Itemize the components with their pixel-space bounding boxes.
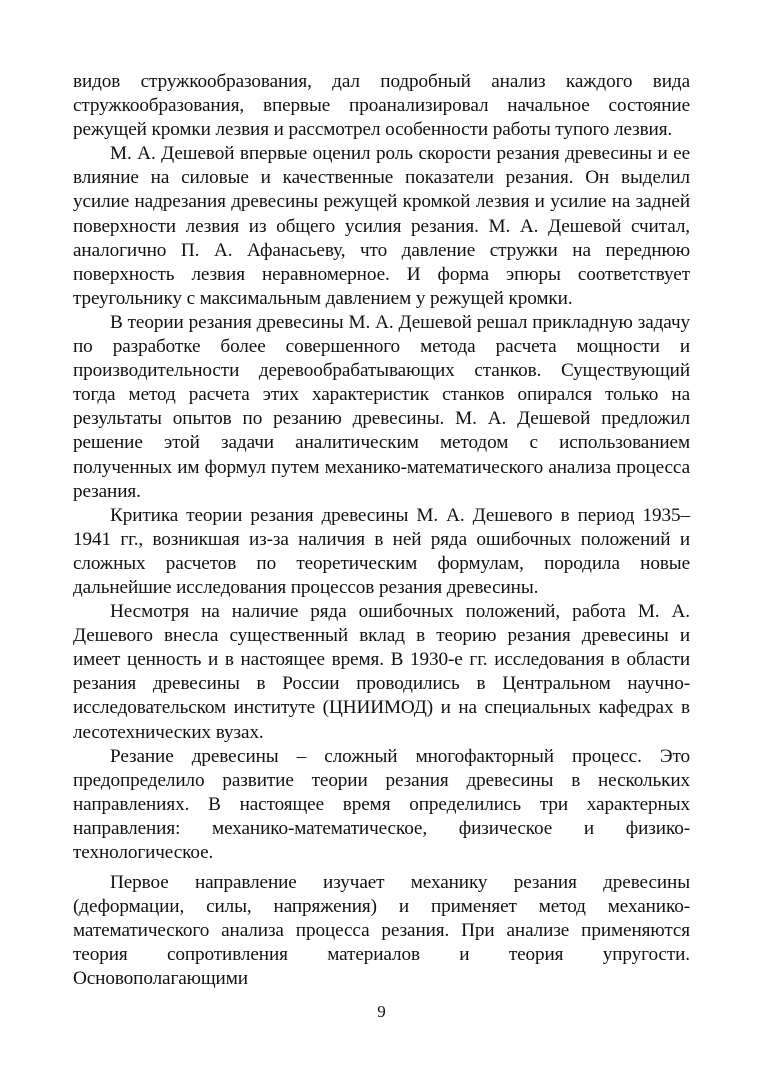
page-number: 9	[377, 1002, 386, 1021]
paragraph-2: М. А. Дешевой впервые оценил роль скорости резания древесины и ее влияние на силовые и качественные показатели резания. Он выделил усилие надрезания древесины режущей кромкой лезвия и усилие на задней поверхности лезвия из общего усилия резания. М. А. Дешевой считал, аналогично П. А. Афанасьеву, что давление стружки на переднюю поверхность лезвия неравномерное. И форма эпюры соответствует треугольнику с максимальным давлением у режущей кромки.	[73, 143, 690, 309]
paragraph-4: Критика теории резания древесины М. А. Дешевого в период 1935–1941 гг., возникшая из-за наличия в ней ряда ошибочных положений и сложных расчетов по теоретическим формулам, породила новые дальнейшие исследования процессов резания древесины.	[73, 504, 690, 598]
paragraph-6: Резание древесины – сложный многофакторный процесс. Это предопределило развитие теории резания древесины в нескольких направлениях. В настоящее время определились три характерных направления: механико-математическое, физическое и физико-технологическое.	[73, 745, 690, 863]
paragraph-7: Первое направление изучает механику резания древесины (деформации, силы, напряжения) и применяет метод механико-математического анализа процесса резания. При анализе применяются теория сопротивления материалов и теория упругости. Основополагающими	[73, 872, 690, 990]
paragraph-3: В теории резания древесины М. А. Дешевой решал прикладную задачу по разработке более совершенного метода расчета мощности и производительности деревообрабатывающих станков. Существующий тогда метод расчета этих характеристик станков опирался только на результаты опытов по резанию древесины. М. А. Дешевой предложил решение этой задачи аналитическим методом с использованием полученных им формул путем механико-математического анализа процесса резания.	[73, 311, 690, 502]
page-body	[73, 70, 690, 992]
paragraph-1: видов стружкообразования, дал подробный анализ каждого вида стружкообразования, впервые проанализировал начальное состояние режущей кромки лезвия и рассмотрел особенности работы тупого лезвия.	[73, 71, 690, 141]
paragraph-5: Несмотря на наличие ряда ошибочных положений, работа М. А. Дешевого внесла существенный вклад в теорию резания древесины и имеет ценность и в настоящее время. В 1930-е гг. исследования в области резания древесины в России проводились в Центральном научно-исследовательском институте (ЦНИИМОД) и на специальных кафедрах в лесотехнических вузах.	[73, 601, 690, 743]
